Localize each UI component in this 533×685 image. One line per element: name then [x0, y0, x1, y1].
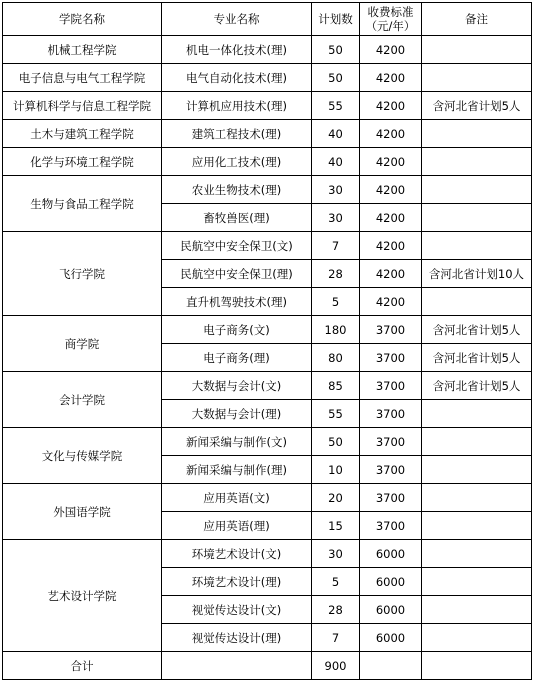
plan-count-cell: 180 [312, 316, 360, 344]
fee-cell: 3700 [360, 456, 422, 484]
plan-count-cell: 7 [312, 624, 360, 652]
note-cell [422, 64, 532, 92]
college-name-cell: 电子信息与电气工程学院 [3, 64, 162, 92]
plan-count-cell: 5 [312, 568, 360, 596]
note-cell [422, 204, 532, 232]
fee-cell: 3700 [360, 316, 422, 344]
note-cell [422, 176, 532, 204]
college-name-cell: 外国语学院 [3, 484, 162, 540]
plan-count-cell: 50 [312, 36, 360, 64]
fee-cell: 4200 [360, 232, 422, 260]
fee-cell: 6000 [360, 624, 422, 652]
major-name-cell: 应用英语(文) [162, 484, 312, 512]
college-name-cell: 计算机科学与信息工程学院 [3, 92, 162, 120]
plan-count-cell: 30 [312, 204, 360, 232]
note-cell [422, 36, 532, 64]
college-name-cell: 化学与环境工程学院 [3, 148, 162, 176]
major-name-cell: 新闻采编与制作(理) [162, 456, 312, 484]
note-cell [422, 484, 532, 512]
table-row [3, 484, 532, 512]
major-name-cell: 环境艺术设计(文) [162, 540, 312, 568]
header-note: 备注 [422, 3, 532, 36]
fee-cell: 3700 [360, 400, 422, 428]
table-row [3, 316, 532, 344]
note-cell: 含河北省计划5人 [422, 372, 532, 400]
note-cell [422, 624, 532, 652]
note-cell [422, 428, 532, 456]
major-name-cell: 电气自动化技术(理) [162, 64, 312, 92]
note-cell [422, 596, 532, 624]
total-label-cell: 合计 [3, 652, 162, 680]
plan-count-cell: 20 [312, 484, 360, 512]
major-name-cell: 大数据与会计(文) [162, 372, 312, 400]
table-row [3, 120, 532, 148]
total-fee-cell [360, 652, 422, 680]
header-plan: 计划数 [312, 3, 360, 36]
major-name-cell: 建筑工程技术(理) [162, 120, 312, 148]
note-cell: 含河北省计划5人 [422, 316, 532, 344]
note-cell: 含河北省计划5人 [422, 92, 532, 120]
college-name-cell: 飞行学院 [3, 232, 162, 316]
major-name-cell: 计算机应用技术(理) [162, 92, 312, 120]
college-name-cell: 文化与传媒学院 [3, 428, 162, 484]
college-name-cell: 生物与食品工程学院 [3, 176, 162, 232]
table-body [3, 36, 532, 680]
major-name-cell: 环境艺术设计(理) [162, 568, 312, 596]
fee-cell: 3700 [360, 372, 422, 400]
fee-cell: 4200 [360, 176, 422, 204]
table-row [3, 64, 532, 92]
fee-cell: 4200 [360, 64, 422, 92]
plan-count-cell: 28 [312, 596, 360, 624]
header-major: 专业名称 [162, 3, 312, 36]
fee-cell: 3700 [360, 484, 422, 512]
major-name-cell: 大数据与会计(理) [162, 400, 312, 428]
fee-cell: 4200 [360, 204, 422, 232]
major-name-cell: 机电一体化技术(理) [162, 36, 312, 64]
major-name-cell: 直升机驾驶技术(理) [162, 288, 312, 316]
header-fee [360, 3, 422, 36]
total-major-cell [162, 652, 312, 680]
plan-count-cell: 28 [312, 260, 360, 288]
major-name-cell: 农业生物技术(理) [162, 176, 312, 204]
table-row [3, 36, 532, 64]
fee-cell: 4200 [360, 92, 422, 120]
note-cell [422, 120, 532, 148]
plan-count-cell: 7 [312, 232, 360, 260]
note-cell: 含河北省计划10人 [422, 260, 532, 288]
college-name-cell: 会计学院 [3, 372, 162, 428]
plan-count-cell: 40 [312, 120, 360, 148]
major-name-cell: 电子商务(文) [162, 316, 312, 344]
plan-count-cell: 85 [312, 372, 360, 400]
plan-count-cell: 15 [312, 512, 360, 540]
major-name-cell: 民航空中安全保卫(文) [162, 232, 312, 260]
plan-count-cell: 5 [312, 288, 360, 316]
note-cell: 含河北省计划5人 [422, 344, 532, 372]
plan-count-cell: 55 [312, 92, 360, 120]
note-cell [422, 568, 532, 596]
plan-count-cell: 80 [312, 344, 360, 372]
college-name-cell: 机械工程学院 [3, 36, 162, 64]
college-name-cell: 土木与建筑工程学院 [3, 120, 162, 148]
fee-cell: 3700 [360, 512, 422, 540]
note-cell [422, 540, 532, 568]
header-row [3, 3, 532, 36]
plan-count-cell: 50 [312, 428, 360, 456]
note-cell [422, 232, 532, 260]
fee-cell: 6000 [360, 540, 422, 568]
note-cell [422, 148, 532, 176]
total-row [3, 652, 532, 680]
fee-cell: 4200 [360, 260, 422, 288]
header-college: 学院名称 [3, 3, 162, 36]
table-row [3, 176, 532, 204]
note-cell [422, 400, 532, 428]
table-row [3, 232, 532, 260]
fee-cell: 4200 [360, 288, 422, 316]
fee-cell: 6000 [360, 596, 422, 624]
major-name-cell: 民航空中安全保卫(理) [162, 260, 312, 288]
major-name-cell: 新闻采编与制作(文) [162, 428, 312, 456]
fee-cell: 4200 [360, 148, 422, 176]
fee-cell: 3700 [360, 428, 422, 456]
major-name-cell: 畜牧兽医(理) [162, 204, 312, 232]
note-cell [422, 512, 532, 540]
major-name-cell: 应用英语(理) [162, 512, 312, 540]
fee-cell: 3700 [360, 344, 422, 372]
college-name-cell: 艺术设计学院 [3, 540, 162, 652]
total-note-cell [422, 652, 532, 680]
total-plan-cell: 900 [312, 652, 360, 680]
plan-count-cell: 30 [312, 540, 360, 568]
table-row [3, 372, 532, 400]
plan-count-cell: 30 [312, 176, 360, 204]
fee-cell: 4200 [360, 36, 422, 64]
major-name-cell: 应用化工技术(理) [162, 148, 312, 176]
table-row [3, 92, 532, 120]
major-name-cell: 视觉传达设计(文) [162, 596, 312, 624]
plan-count-cell: 50 [312, 64, 360, 92]
major-name-cell: 电子商务(理) [162, 344, 312, 372]
fee-cell: 6000 [360, 568, 422, 596]
note-cell [422, 288, 532, 316]
plan-count-cell: 40 [312, 148, 360, 176]
plan-count-cell: 10 [312, 456, 360, 484]
table-row [3, 540, 532, 568]
table-row [3, 148, 532, 176]
fee-cell: 4200 [360, 120, 422, 148]
plan-count-cell: 55 [312, 400, 360, 428]
enrollment-plan-table [2, 2, 532, 680]
college-name-cell: 商学院 [3, 316, 162, 372]
table-row [3, 428, 532, 456]
header-fee-line1: 收费标准 [367, 5, 414, 19]
header-fee-line2: （元/年） [365, 19, 416, 33]
major-name-cell: 视觉传达设计(理) [162, 624, 312, 652]
note-cell [422, 456, 532, 484]
